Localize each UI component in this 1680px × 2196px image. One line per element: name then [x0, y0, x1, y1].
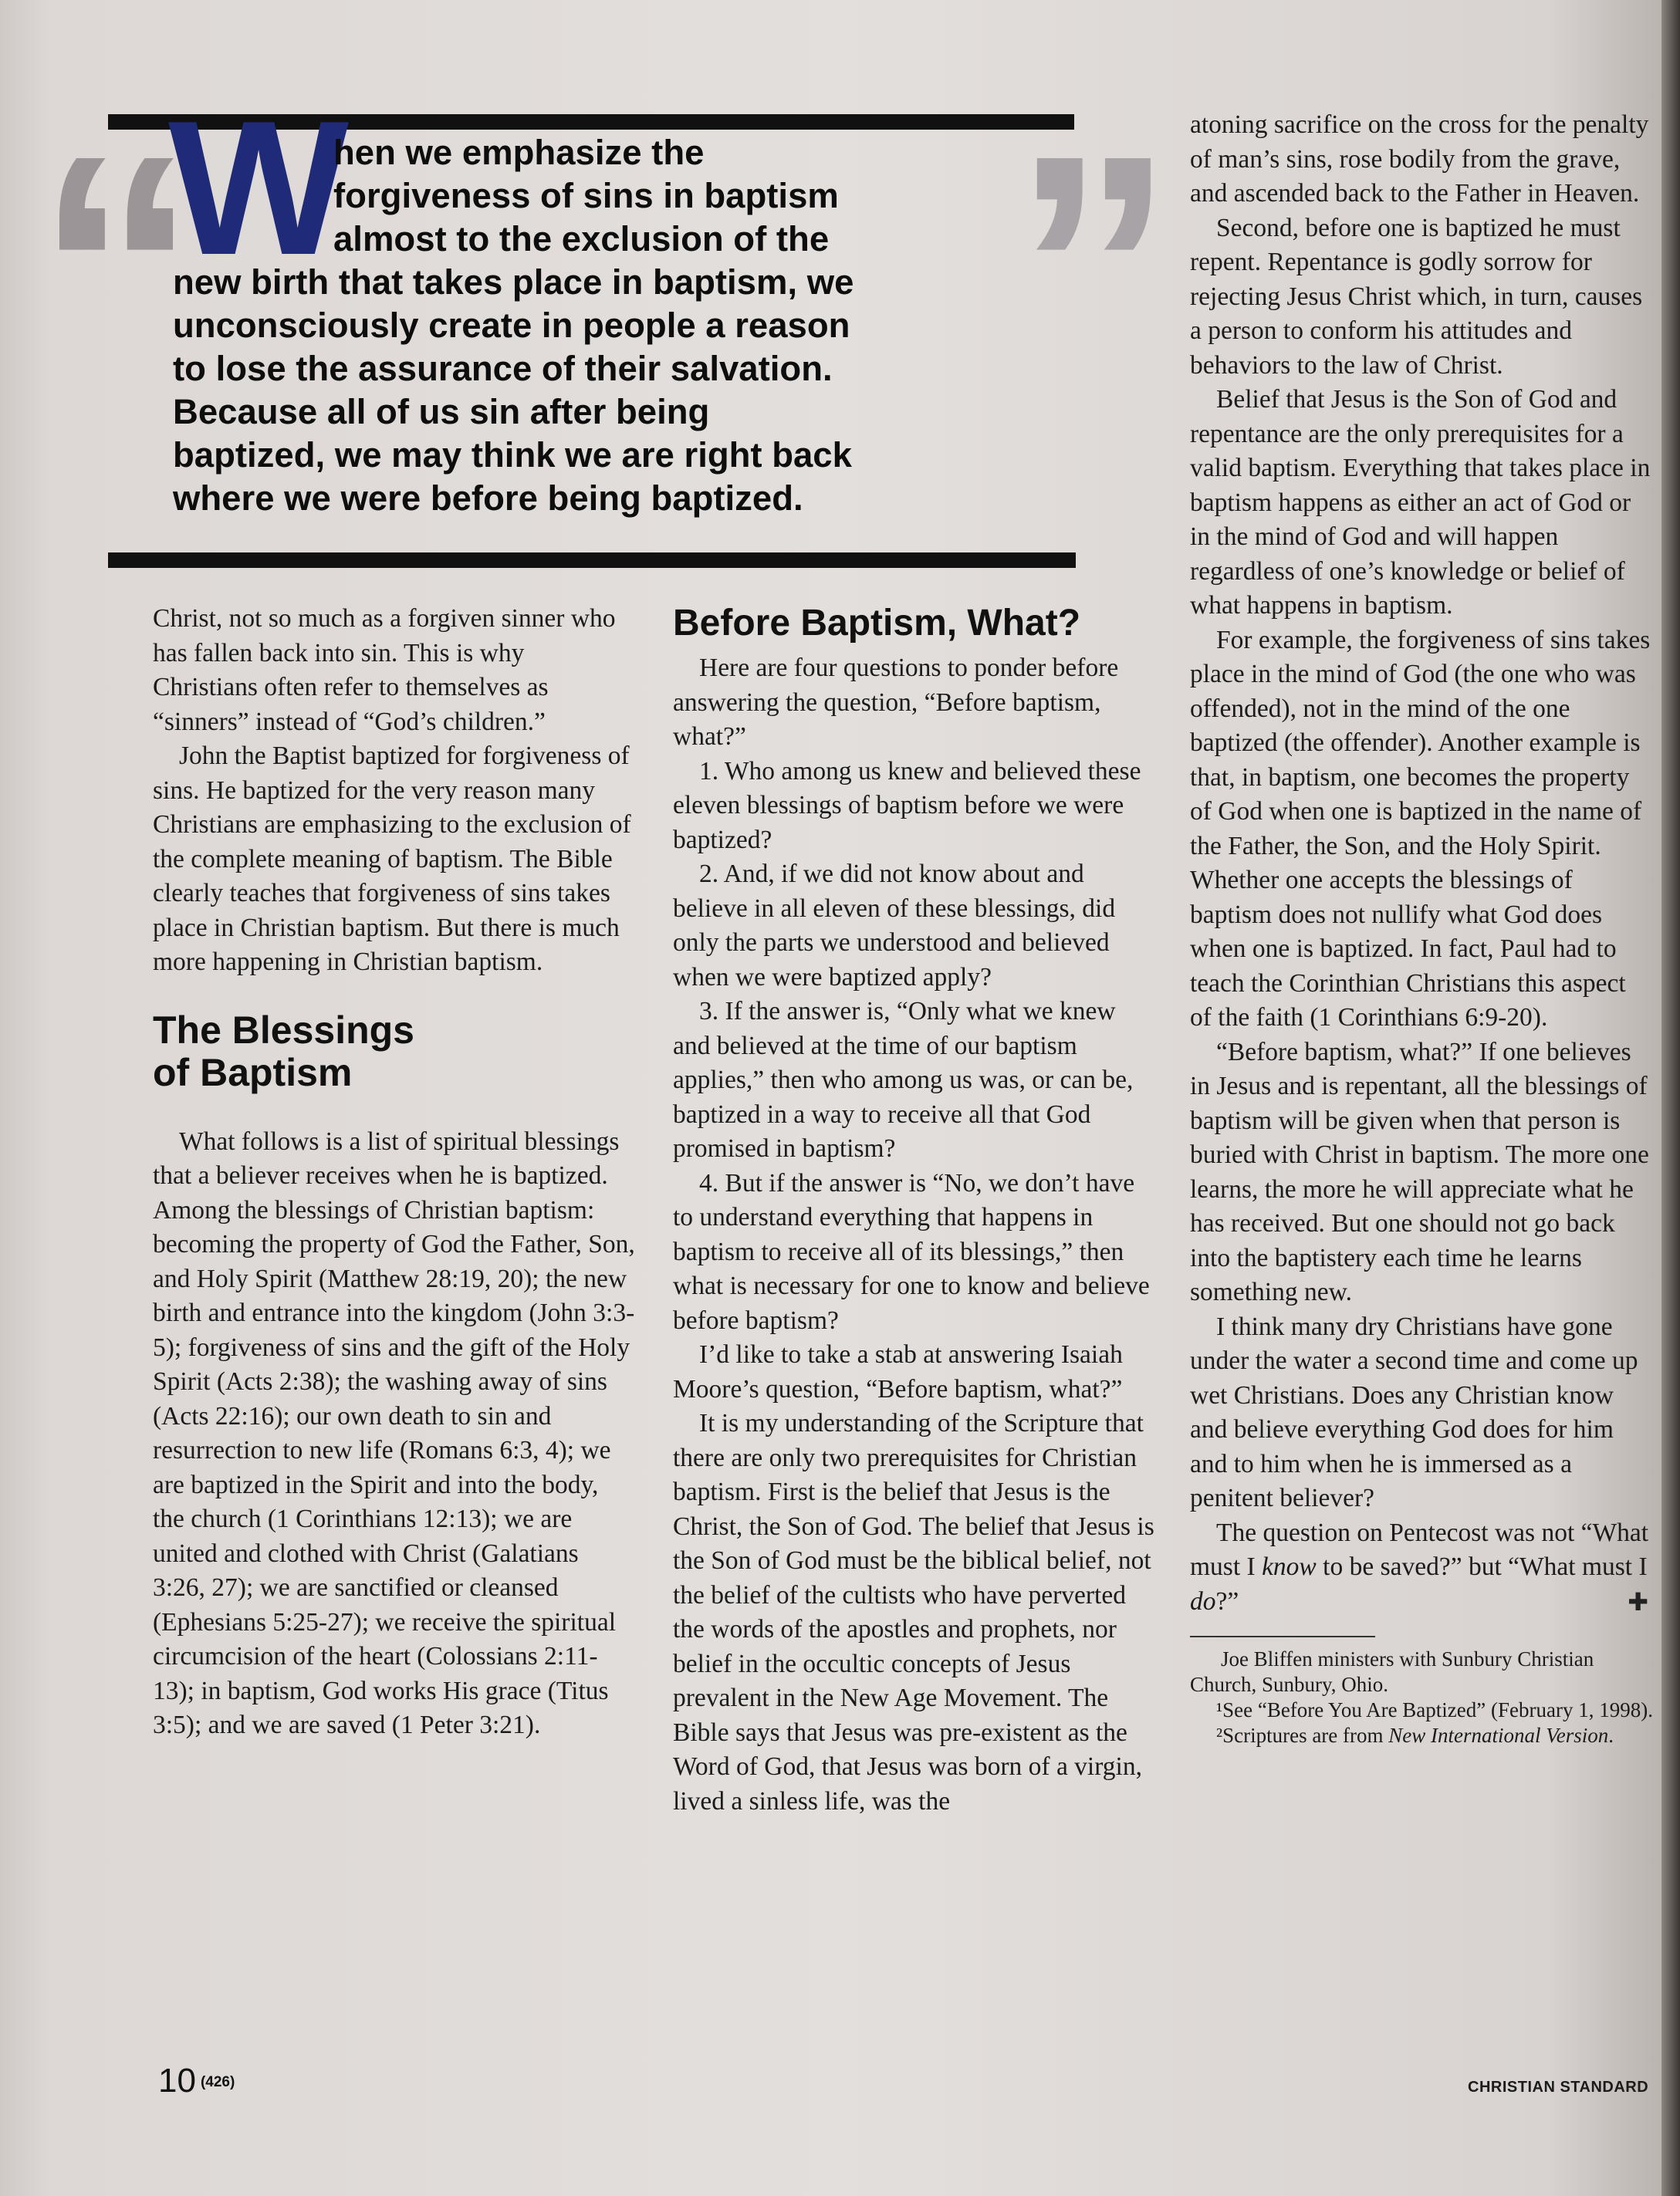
footnote-rule	[1190, 1636, 1375, 1647]
end-mark-icon: ✚	[1628, 1586, 1648, 1617]
page-number-sub: (426)	[200, 2074, 235, 2091]
text-run: to be saved?” but “What must I	[1316, 1552, 1648, 1581]
pull-quote-bottom-rule	[108, 552, 1076, 568]
heading-line: of Baptism	[153, 1050, 353, 1094]
pull-quote-line: new birth that takes place in baptism, we	[173, 262, 854, 302]
pull-quote-line: hen we emphasize the	[333, 133, 705, 172]
paragraph: Christ, not so much as a forgiven sinner who has fallen back into sin. This is why Christians often refer to themselves as “sinners” instead of “God’s children.”	[153, 604, 616, 736]
close-quote-mark: ”	[1012, 89, 1151, 451]
footnote-1: ¹See “Before You Are Baptized” (February 1, 1998).	[1216, 1698, 1653, 1721]
pull-quote-line: Because all of us sin after being	[173, 392, 710, 431]
emphasis-do: do	[1190, 1586, 1216, 1616]
pull-quote-line: almost to the exclusion of the	[333, 219, 830, 258]
pull-quote-text	[173, 133, 1053, 520]
paragraph: What follows is a list of spiritual blessings that a believer receives when he is baptized. Among the blessings of Christian baptism: becoming the property of God the Father, Son, and Holy Spirit (Matthew 28:19, 20); the new birth and entrance into the kingdom (John 3:3-5); forgiveness of sins and the gift of the Holy Spirit (Acts 2:38); the washing away of sins (Acts 22:16); our own death to sin and resurrection to new life (Romans 6:3, 4); we are baptized in the Spirit and into the body, the church (1 Corinthians 12:13); we are united and clothed with Christ (Galatians 3:26, 27); we are sanctified or cleansed (Ephesians 5:25-27); we receive the spiritual circumcision of the heart (Colossians 2:11-13); in baptism, God works His grace (Titus 3:5); and we are saved (1 Peter 3:21).	[153, 1127, 635, 1739]
section-heading-blessings	[153, 1009, 635, 1094]
paragraph: “Before baptism, what?” If one believes in Jesus and is repentant, all the blessings of baptism will be given when that person is buried with Christ in baptism. The more one learns, the more he will appreciate what he has received. But one should not go back into the baptistery each time he learns something new.	[1190, 1037, 1649, 1306]
paragraph: 4. But if the answer is “No, we don’t have to understand everything that happens in baptism to receive all of its blessings,” then what is necessary for one to know and believe before baptism?	[673, 1168, 1150, 1335]
paragraph: 2. And, if we did not know about and believe in all eleven of these blessings, did only the parts we understood and believed when we were baptized apply?	[673, 860, 1116, 992]
closing-paragraph	[1190, 1516, 1653, 1620]
text-run: .	[1608, 1724, 1614, 1747]
page-edge	[1661, 0, 1680, 2196]
paragraph: 1. Who among us knew and believed these eleven blessings of baptism before we were baptized?	[673, 756, 1141, 854]
paragraph: It is my understanding of the Scripture that there are only two prerequisites for Christian baptism. First is the belief that Jesus is the Christ, the Son of God. The belief that Jesus is the Son of God must be the biblical belief, not the belief of the cultists who have perverted the words of the apostles and prophets, nor belief in the occultic concepts of Jesus prevalent in the New Age Movement. The Bible says that Jesus was pre-existent as the Word of God, that Jesus was born of a virgin, lived a sinless life, was the	[673, 1409, 1154, 1816]
paragraph: I’d like to take a stab at answering Isaiah Moore’s question, “Before baptism, what?”	[673, 1340, 1123, 1404]
heading-line: The Blessings	[153, 1008, 414, 1052]
drop-cap: W	[168, 80, 350, 295]
paragraph: Second, before one is baptized he must repent. Repentance is godly sorrow for rejecting Jesus Christ which, in turn, causes a person to conform his attitudes and behaviors to the law of Christ.	[1190, 213, 1643, 380]
column-2	[673, 602, 1155, 1819]
pull-quote-line: unconsciously create in people a reason	[173, 306, 850, 345]
paragraph: For example, the forgiveness of sins takes place in the mind of God (the one who was offended), not in the mind of the one baptized (the offender). Another example is that, in baptism, one becomes the property of God when one is baptized in the name of the Father, the Son, and the Holy Spirit. Whether one accepts the blessings of baptism does not nullify what God does when one is baptized. In fact, Paul had to teach the Corinthian Christians this aspect of the faith (1 Corinthians 6:9-20).	[1190, 625, 1651, 1032]
paragraph: Here are four questions to ponder before answering the question, “Before baptism, what?”	[673, 654, 1119, 751]
column-3	[1190, 108, 1653, 1748]
paragraph: John the Baptist baptized for forgiveness of sins. He baptized for the very reason many Christians are emphasizing to the exclusion of the complete meaning of baptism. The Bible clearly teaches that forgiveness of sins takes place in Christian baptism. But there is much more happening in Christian baptism.	[153, 742, 631, 976]
paragraph: I think many dry Christians have gone under the water a second time and come up wet Christians. Does any Christian know and believe everything God does for him and to him when he is immersed as a penitent believer?	[1190, 1312, 1638, 1512]
paragraph: Belief that Jesus is the Son of God and repentance are the only prerequisites for a valid baptism. Everything that takes place in baptism happens as either an act of God or in the mind of God and will happen regardless of one’s knowledge or belief of what happens in baptism.	[1190, 385, 1651, 620]
footnote-2	[1190, 1723, 1653, 1748]
section-heading-before-baptism: Before Baptism, What?	[673, 603, 1081, 644]
pull-quote-line: to lose the assurance of their salvation.	[173, 349, 833, 388]
emphasis-version: New International Version	[1388, 1724, 1609, 1747]
column-1	[153, 602, 635, 1743]
open-quote-mark: “	[35, 89, 174, 451]
text-run: The question on Pentecost was not “What must I	[1190, 1518, 1649, 1581]
paragraph: atoning sacrifice on the cross for the penalty of man’s sins, rose bodily from the grave, and ascended back to the Father in Heaven.	[1190, 110, 1649, 208]
text-run: ²Scriptures are from	[1216, 1724, 1389, 1747]
paragraph: 3. If the answer is, “Only what we knew and believed at the time of our baptism applies,” then who among us was, or can be, baptized in a way to receive all that God promised in baptism?	[673, 997, 1134, 1163]
text-run: ?”	[1215, 1586, 1239, 1616]
pull-quote-line: baptized, we may think we are right back	[173, 435, 852, 475]
author-bio: Joe Bliffen ministers with Sunbury Christian Church, Sunbury, Ohio.	[1190, 1647, 1594, 1696]
footnotes	[1190, 1647, 1653, 1748]
emphasis-know: know	[1262, 1552, 1317, 1581]
pull-quote-line: where we were before being baptized.	[173, 478, 803, 518]
magazine-name: CHRISTIAN STANDARD	[1468, 2079, 1649, 2096]
page-number	[158, 2062, 235, 2100]
pull-quote-line: forgiveness of sins in baptism	[333, 176, 839, 215]
page-number-main: 10	[158, 2062, 196, 2100]
